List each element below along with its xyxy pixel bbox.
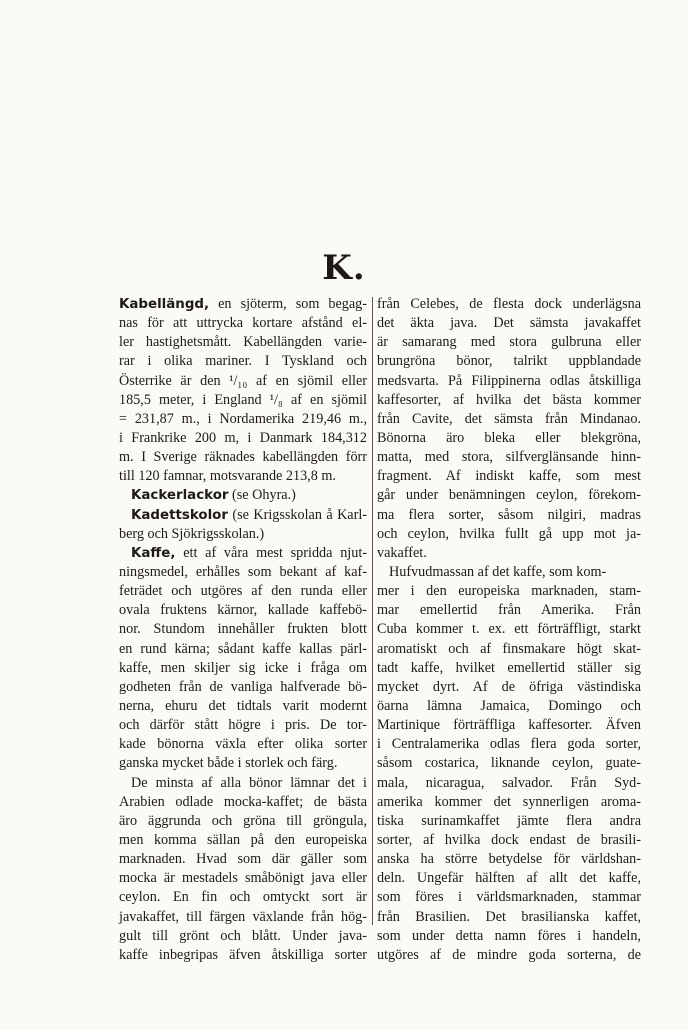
- text-line: [119, 754, 367, 773]
- line-text: till 120 famnar, motsvarande 213,8 m.: [119, 468, 336, 485]
- text-line: är samarang med stora gulbruna eller: [377, 334, 641, 351]
- text-line: Hufvudmassan af det kaffe, som kom-: [389, 563, 607, 580]
- text-line: mycket dyrt. Af de öfriga västindiska: [377, 678, 641, 695]
- text-line: ma flera sorter, såsom nilgiri, madras: [377, 506, 641, 523]
- text-line: mala, nicaragua, salvador. Från Syd-: [377, 774, 641, 791]
- line-text: mocka är mestadels småbönigt java eller: [119, 870, 367, 887]
- text-line: Cuba kommer t. ex. ett förträffligt, starkt: [377, 621, 641, 638]
- line-text: marknaden. Hvad som där gäller som: [119, 851, 367, 868]
- line-text: = 231,87 m., i Nordamerika 219,46 m.,: [119, 410, 367, 427]
- line-text: i Frankrike 200 m, i Danmark 184,312: [119, 429, 367, 446]
- text-line: [119, 372, 367, 391]
- line-text: nas för att uttrycka kortare afstånd el-: [119, 315, 367, 332]
- line-text: kaffe inbegripas äfven åtskilliga sorter: [119, 946, 367, 963]
- text-line: [119, 908, 367, 927]
- text-line: [119, 869, 367, 888]
- text-line: [119, 831, 367, 850]
- line-text: (se Ohyra.): [228, 487, 296, 504]
- section-letter: K.: [322, 248, 366, 288]
- text-line: Bönorna äro bleka eller blekgröna,: [377, 429, 641, 446]
- line-text: ovala fruktens kärnor, kallade kaffebö-: [119, 602, 367, 619]
- text-line: [119, 601, 367, 620]
- text-line: anska ha större betydelse för världshan-: [377, 851, 641, 868]
- line-text: nor. Stundom innehåller frukten blott: [119, 621, 367, 638]
- line-text: en rund kärna; sådant kaffe kallas pärl-: [119, 640, 367, 657]
- text-line: aromatiskt och af finsmakare högt skat-: [377, 640, 641, 657]
- text-line: från Celebes, de flesta dock underlägsna: [377, 296, 641, 312]
- text-line: [119, 352, 367, 371]
- text-line: deln. Ungefär hälften af allt det kaffe,: [377, 870, 641, 887]
- text-line: [119, 410, 367, 429]
- line-text: 185,5 meter, i England ¹/₈ af en sjömil: [119, 391, 367, 408]
- text-line: [119, 659, 367, 678]
- column-divider: [372, 297, 373, 925]
- text-line: från Cavite, det sämsta från Mindanao.: [377, 410, 641, 427]
- text-line: det äkta java. Det sämsta javakaffet: [377, 315, 641, 332]
- line-text: ganska mycket både i storlek och färg.: [119, 755, 338, 772]
- line-text: men komma sällan på den europeiska: [119, 831, 367, 848]
- text-line: [119, 620, 367, 639]
- text-line: [119, 448, 367, 467]
- line-text: javakaffet, till färgen växlande från hög-: [119, 908, 367, 925]
- line-text: gult till grönt och blått. Under java-: [119, 927, 367, 944]
- text-line: [119, 640, 367, 659]
- text-line: [119, 946, 367, 965]
- text-line: och ceylon, hvilka fullt gå upp mot ja-: [377, 525, 641, 542]
- entry-headword: Kackerlackor: [131, 488, 229, 504]
- text-line: medsvarta. På Filippinerna odlas åtskilliga: [377, 372, 641, 389]
- line-text: Arabien odlade mocka-kaffet; de bästa: [119, 793, 367, 810]
- text-line: [119, 850, 367, 869]
- line-text: nerna, ehuru det tidtals varit modernt: [119, 697, 367, 714]
- text-line: [119, 391, 367, 410]
- line-text: Österrike är den ¹/₁₀ af en sjömil eller: [119, 372, 367, 389]
- text-line: [119, 582, 367, 601]
- entry-line: [119, 544, 367, 563]
- text-line: [119, 716, 367, 735]
- text-line: från Brasilien. Det brasilianska kaffet,: [377, 908, 641, 925]
- text-line: [119, 812, 367, 831]
- text-line: vakaffet.: [377, 544, 427, 561]
- line-text: äro äggrunda och gröna till gröngula,: [119, 812, 367, 829]
- text-line: [119, 467, 367, 486]
- line-text: ningsmedel, erhålles som bekant af kaf-: [119, 563, 367, 580]
- text-line: sorter, af hvilka dock endast de brasili-: [377, 831, 641, 848]
- text-line: fragment. Af indiskt kaffe, som mest: [377, 468, 641, 485]
- entry-line: [119, 295, 367, 314]
- text-line: amerika kommer det synnerligen aroma-: [377, 793, 641, 810]
- text-line: [119, 525, 367, 544]
- text-line: [119, 697, 367, 716]
- line-text: ceylon. En fin och omtyckt sort är: [119, 889, 367, 906]
- text-line: [119, 563, 367, 582]
- text-line: kaffesorter, af hvilka det bästa kommer: [377, 391, 641, 408]
- text-line: som föres i världsmarknaden, stammar: [377, 889, 641, 906]
- text-line: [119, 333, 367, 352]
- entry-line: [119, 486, 367, 505]
- text-line: öarna lämna Jamaica, Domingo och: [377, 697, 641, 714]
- entry-line: [119, 506, 367, 525]
- line-text: ler hastighetsmått. Kabellängden varie-: [119, 334, 367, 351]
- line-text: feträdet och utgöres af den runda eller: [119, 583, 367, 600]
- line-text: berg och Sjökrigsskolan.): [119, 525, 265, 542]
- text-line: som under detta namn föres i handeln,: [377, 927, 641, 944]
- line-text: ett af våra mest spridda njut-: [175, 544, 367, 561]
- text-line: [119, 678, 367, 697]
- text-line: [119, 774, 367, 793]
- line-text: m. I Sverige räknades kabellängden förr: [119, 449, 367, 466]
- text-line: matta, med stora, silfverglänsande hinn-: [377, 449, 641, 466]
- text-line: [119, 888, 367, 907]
- text-line: går under benämningen ceylon, förekom-: [377, 487, 641, 504]
- entry-headword: Kaffe,: [131, 545, 176, 561]
- text-line: mer i den europeiska marknaden, stam-: [377, 583, 641, 600]
- right-column: [377, 295, 641, 965]
- left-column: [119, 295, 367, 965]
- line-text: kade bönorna växla efter olika sorter: [119, 736, 367, 753]
- text-line: [119, 735, 367, 754]
- text-line: såsom costarica, liknande ceylon, guate-: [377, 755, 641, 772]
- text-line: mar emellertid från Amerika. Från: [377, 602, 641, 619]
- line-text: rar i olika mariner. I Tyskland och: [119, 353, 367, 370]
- text-line: [119, 429, 367, 448]
- line-text: (se Krigsskolan å Karl-: [228, 506, 367, 523]
- line-text: och därför stått högre i pris. De tor-: [119, 717, 367, 734]
- text-line: brungröna bönor, talrikt uppblandade: [377, 353, 641, 370]
- line-text: kaffe, men skiljer sig icke i fråga om: [119, 659, 367, 676]
- text-line: [119, 793, 367, 812]
- entry-headword: Kadettskolor: [131, 507, 228, 523]
- entry-headword: Kabellängd,: [119, 297, 210, 312]
- text-line: tiska surinamkaffet jämte flera andra: [377, 812, 641, 829]
- line-text: De minsta af alla bönor lämnar det i: [131, 774, 367, 791]
- text-line: [119, 927, 367, 946]
- text-line: i Centralamerika odlas flera goda sorter,: [377, 736, 641, 753]
- text-line: utgöres af de mindre goda sorterna, de: [377, 946, 641, 963]
- text-line: tadt kaffe, hvilket emellertid ställer sig: [377, 659, 641, 676]
- line-text: godheten från de vanliga halfverade bö-: [119, 678, 367, 695]
- line-text: en sjöterm, som begag-: [209, 296, 367, 312]
- text-line: Martinique förträffliga kaffesorter. Äfven: [377, 717, 641, 734]
- text-line: [119, 314, 367, 333]
